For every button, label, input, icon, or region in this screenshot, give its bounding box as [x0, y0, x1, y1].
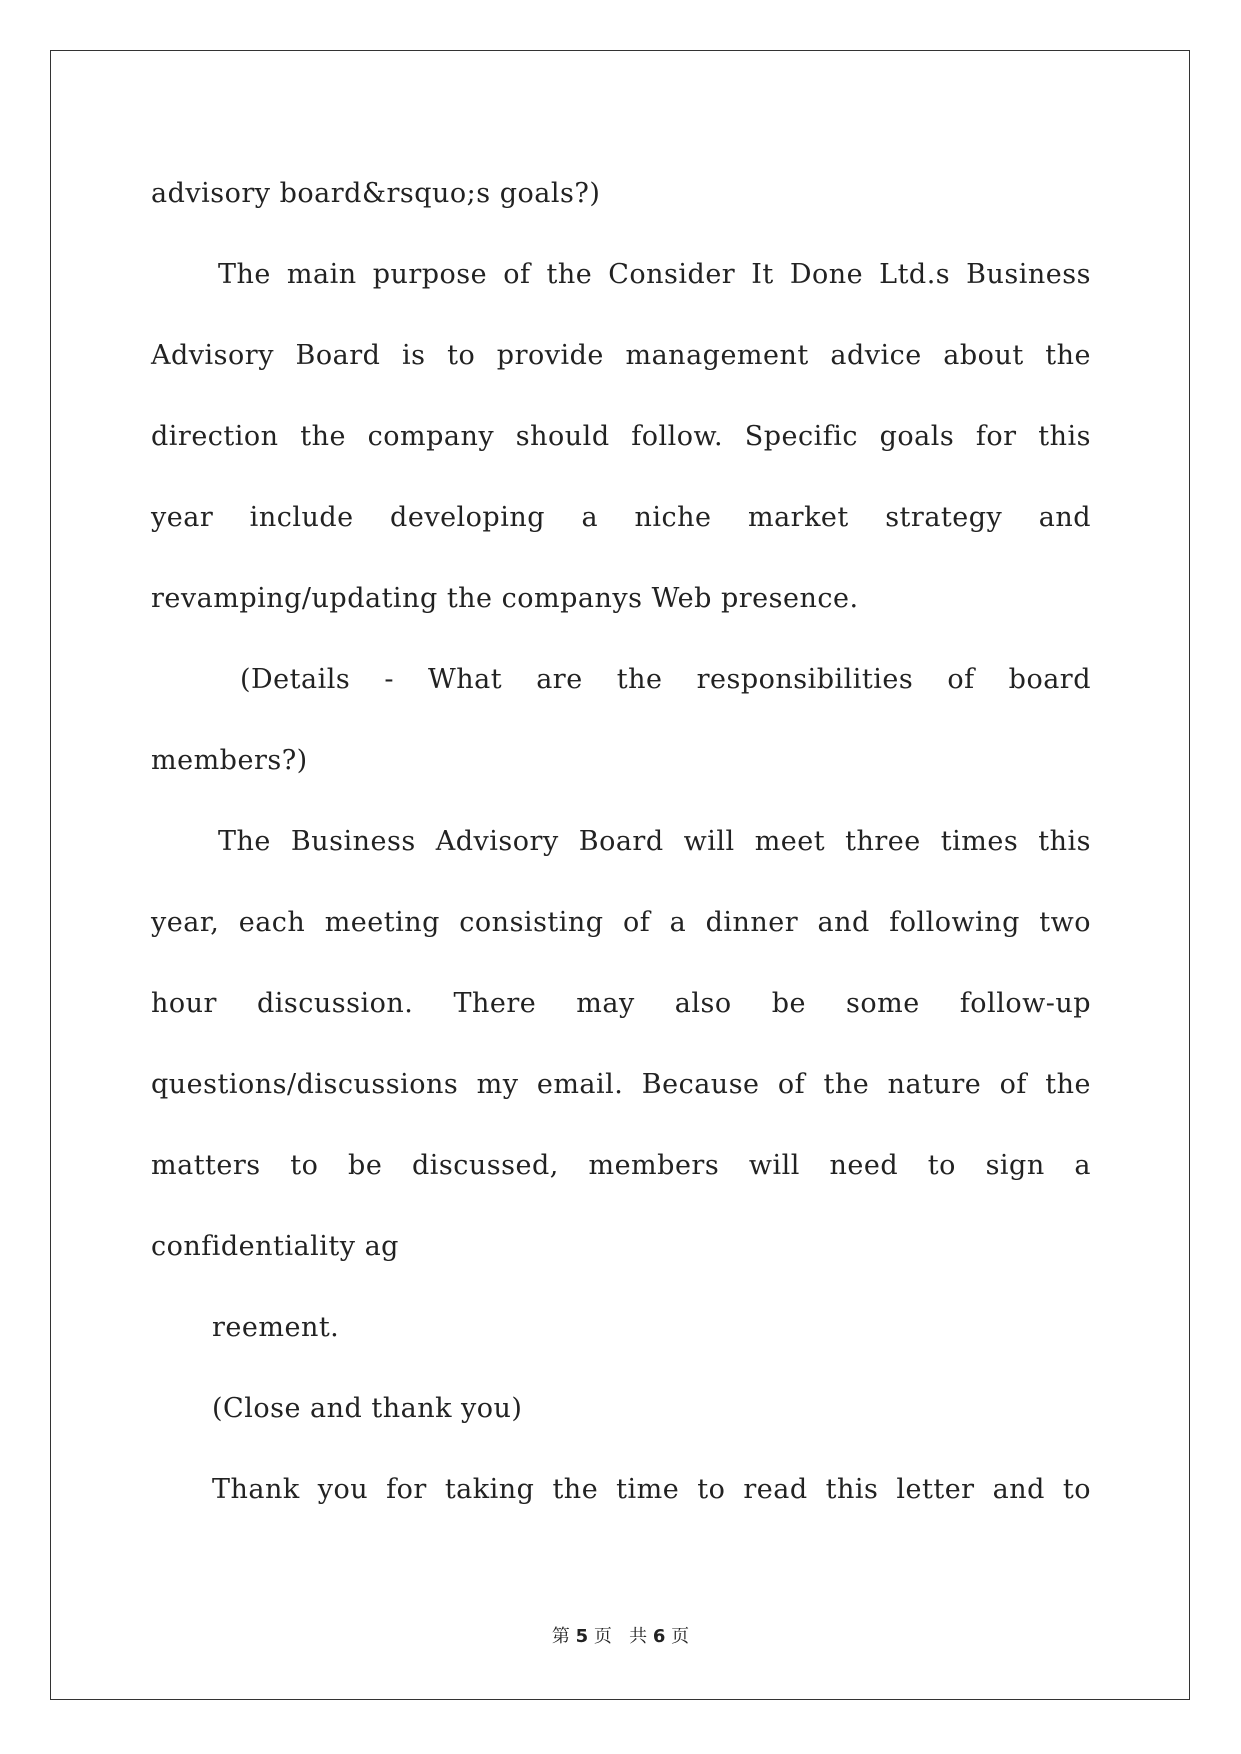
text-line-11: hour discussion. There may also be some follow-up — [151, 988, 1091, 1019]
text-line-9: The Business Advisory Board will meet three times this — [218, 826, 1091, 857]
text-line-13: matters to be discussed, members will need to sign a — [151, 1150, 1091, 1181]
current-page-number: 5 — [575, 1626, 589, 1647]
text-line-8: members?) — [151, 745, 308, 776]
text-line-7: (Details - What are the responsibilities of board — [240, 664, 1091, 695]
text-line-6: revamping/updating the companys Web presence. — [151, 583, 859, 614]
footer-suffix: 页 — [671, 1626, 690, 1647]
text-line-12: questions/discussions my email. Because of the nature of the — [151, 1069, 1091, 1100]
total-page-number: 6 — [652, 1626, 666, 1647]
text-line-2: The main purpose of the Consider It Done Ltd.s Business — [218, 259, 1091, 290]
footer-prefix: 第 — [551, 1626, 570, 1647]
text-line-4: direction the company should follow. Specific goals for this — [151, 421, 1091, 452]
text-line-15: reement. — [212, 1312, 340, 1343]
page-border — [50, 50, 1190, 1700]
footer-middle: 页 共 — [593, 1626, 648, 1647]
text-line-3: Advisory Board is to provide management advice about the — [151, 340, 1091, 371]
text-line-5: year include developing a niche market strategy and — [151, 502, 1091, 533]
page-footer — [0, 1622, 1241, 1648]
text-line-14: confidentiality ag — [151, 1231, 399, 1262]
text-line-17: Thank you for taking the time to read this letter and to — [212, 1474, 1091, 1505]
text-line-16: (Close and thank you) — [212, 1393, 523, 1424]
text-line-10: year, each meeting consisting of a dinner and following two — [151, 907, 1091, 938]
text-line-1: advisory board&rsquo;s goals?) — [151, 178, 601, 209]
